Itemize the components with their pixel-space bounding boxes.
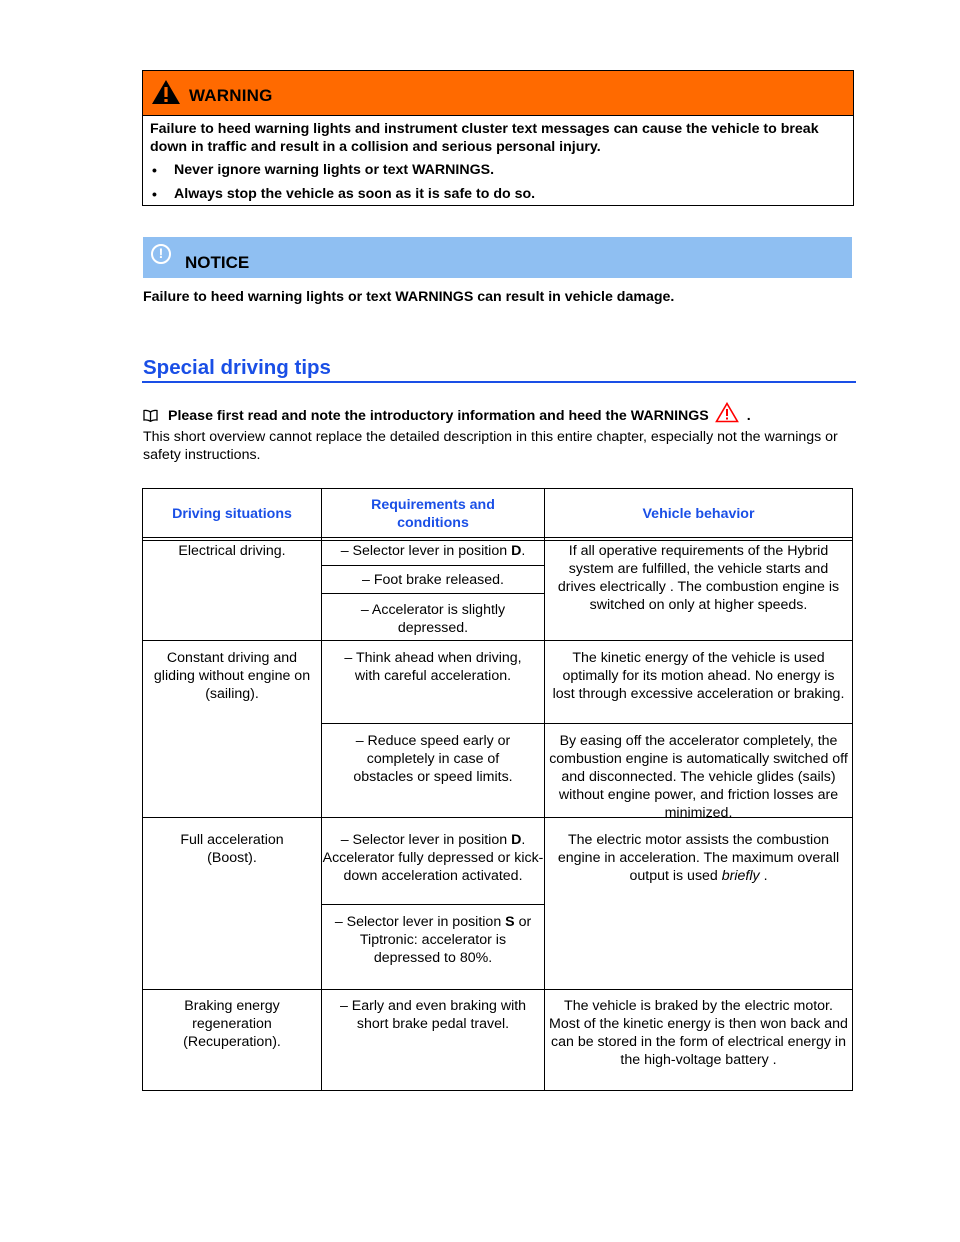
overview-text: This short overview cannot replace the detailed description in this entire chapter, especially not the warnings or safety instructions. [143,429,838,463]
behavior-constant-1: The kinetic energy of the vehicle is used optimally for its motion ahead. No energy is lost through excessive acceleration or braking. [552,650,845,702]
section-divider [142,381,856,383]
header-driving-situations: Driving situations [172,506,292,522]
notice-text: Failure to heed warning lights or text WARNINGS can result in vehicle damage. [143,289,675,305]
notice-header [143,237,852,278]
warning-box [142,70,854,206]
behavior-electrical: If all operative requirements of the Hybrid system are fulfilled, the vehicle starts and drives electrically . The combustion engine is switched on only at higher speeds. [557,543,840,613]
behavior-constant-2: By easing off the accelerator completely, the combustion engine is automatically switched off and disconnected. The vehicle glides (sails) without engine power, and friction losses are minimized. [549,733,848,821]
behavior-boost: The electric motor assists the combustion engine in acceleration. The maximum overall output is used briefly . [557,832,840,884]
req-electrical-1: – Selector lever in position D. [340,543,526,559]
req-constant-1: – Think ahead when driving, with careful acceleration. [344,650,522,684]
req-braking: – Early and even braking with short brake pedal travel. [339,998,527,1032]
req-electrical-2: – Foot brake released. [362,572,504,588]
req-constant-2: – Reduce speed early or completely in case of obstacles or speed limits. [353,733,513,785]
situation-constant: Constant driving and gliding without engine on (sailing). [153,650,311,702]
req-boost-1: – Selector lever in position D. Accelerator fully depressed or kick-down acceleration activated. [322,832,544,884]
intro-end: . [746,408,751,424]
warning-outline-icon [715,402,739,427]
notice-exclamation-icon: ! [151,244,171,264]
intro-text: Please first read and note the introductory information and heed the WARNINGS [168,408,709,424]
behavior-braking: The vehicle is braked by the electric motor. Most of the kinetic energy is then won back and can be stored in the form of electrical energy in the high-voltage battery . [549,998,848,1068]
situation-electrical: Electrical driving. [178,543,286,559]
driving-tips-table [142,488,853,1091]
warning-title: WARNING [189,86,273,105]
open-book-icon [143,409,158,426]
warning-bullet: • Always stop the vehicle as soon as it is safe to do so. [150,185,853,203]
warning-message: Failure to heed warning lights and instrument cluster text messages can cause the vehicle to break down in traffic and result in a collision and serious personal injury. [150,121,819,155]
req-electrical-3: – Accelerator is slightly depressed. [360,602,506,636]
req-boost-2: – Selector lever in position S or Tiptronic: accelerator is depressed to 80%. [334,914,532,966]
header-requirements: Requirements and conditions [371,497,495,531]
warning-bullet: • Never ignore warning lights or text WARNINGS. [150,161,853,179]
warning-header [143,71,853,116]
header-vehicle-behavior: Vehicle behavior [642,506,755,522]
notice-title: NOTICE [185,253,250,272]
section-title: Special driving tips [143,356,331,379]
situation-boost: Full acceleration (Boost). [180,832,284,866]
intro-line [143,402,751,427]
situation-braking: Braking energy regeneration (Recuperation). [183,998,281,1050]
warning-triangle-icon [151,79,181,110]
